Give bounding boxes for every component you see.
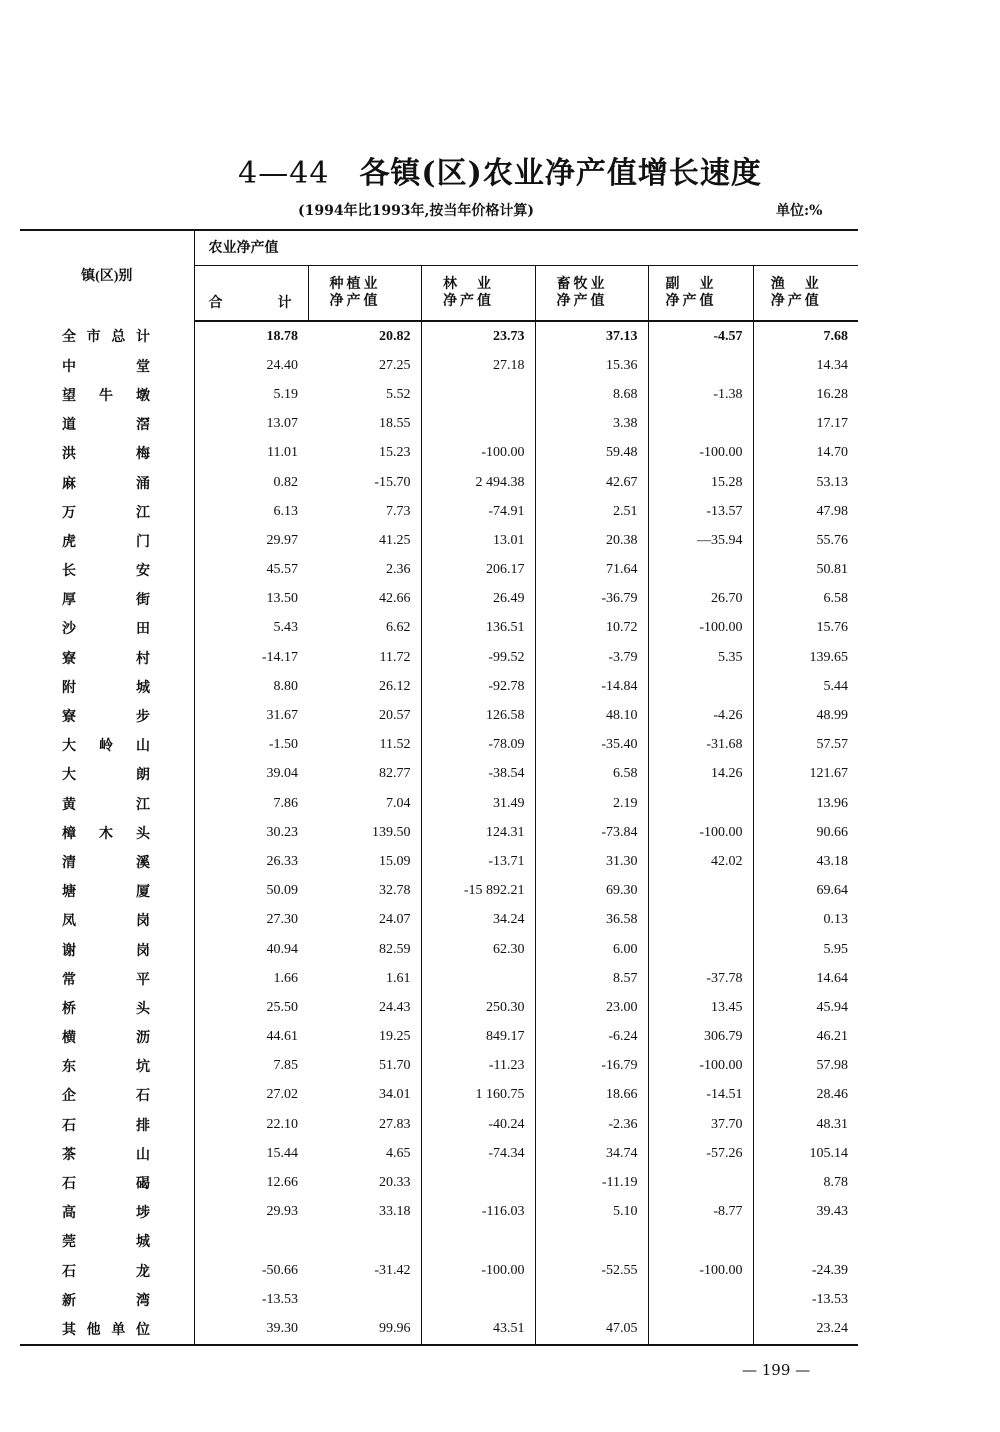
group-header: 农业净产值 — [194, 230, 858, 266]
value-cell: 59.48 — [535, 439, 648, 468]
value-cell: 11.52 — [379, 737, 411, 753]
table-row — [20, 321, 858, 351]
value-cell: 27.02 — [266, 1087, 298, 1103]
value-cell: 1.61 — [386, 970, 411, 986]
value-cell: 42.02 — [648, 847, 753, 876]
table-row — [20, 672, 858, 701]
value-cell: -13.71 — [421, 847, 535, 876]
value-cell: 62.30 — [421, 935, 535, 964]
table-row — [20, 468, 858, 497]
table-row — [20, 935, 858, 964]
value-cell: 15.36 — [535, 351, 648, 380]
value-cell: 47.98 — [753, 497, 858, 526]
region-name-cell: 厚街 — [20, 585, 194, 614]
region-name-cell: 凤岗 — [20, 906, 194, 935]
value-cell — [648, 1314, 753, 1344]
value-cell: 48.31 — [753, 1110, 858, 1139]
value-cell: 0.82 — [273, 474, 298, 490]
value-cell: -8.77 — [648, 1198, 753, 1227]
region-name-cell: 樟木头 — [20, 818, 194, 847]
table-title-text: 各镇(区)农业净产值增长速度 — [359, 156, 762, 191]
value-cell: 306.79 — [648, 1023, 753, 1052]
value-cell: 13.45 — [648, 993, 753, 1022]
region-name-cell: 全市总计 — [20, 321, 194, 351]
value-cell — [648, 351, 753, 380]
column-header: 副 业 净产值 — [648, 266, 753, 322]
region-name-cell: 附城 — [20, 672, 194, 701]
table-row — [20, 1139, 858, 1168]
region-name-cell: 道滘 — [20, 410, 194, 439]
value-cell — [421, 1285, 535, 1314]
value-cell: 8.57 — [535, 964, 648, 993]
value-cell: -92.78 — [421, 672, 535, 701]
value-cell: 15.28 — [648, 468, 753, 497]
table-row — [20, 380, 858, 409]
value-cell: 99.96 — [308, 1314, 421, 1344]
value-cell: 19.25 — [379, 1029, 411, 1045]
value-cell: 13.01 — [421, 526, 535, 555]
value-cell: 7.73 — [386, 503, 411, 519]
value-cell: -74.91 — [421, 497, 535, 526]
value-cell: -52.55 — [535, 1256, 648, 1285]
region-name-cell: 洪梅 — [20, 439, 194, 468]
value-cell: 24.43 — [379, 999, 411, 1015]
value-cell: -14.17 — [261, 649, 298, 665]
value-cell: 139.50 — [372, 824, 411, 840]
value-cell: 126.58 — [421, 701, 535, 730]
value-cell: -37.78 — [648, 964, 753, 993]
value-cell: 15.23 — [379, 445, 411, 461]
value-cell — [308, 1285, 421, 1314]
table-row — [20, 1023, 858, 1052]
column-header: 林 业 净产值 — [421, 266, 535, 322]
value-cell: 13.96 — [753, 789, 858, 818]
value-cell: 15.76 — [753, 614, 858, 643]
value-cell: 31.30 — [535, 847, 648, 876]
table-row — [20, 1198, 858, 1227]
region-name-cell: 茶山 — [20, 1139, 194, 1168]
value-cell — [194, 1227, 308, 1256]
value-cell: 27.18 — [421, 351, 535, 380]
value-cell: -13.53 — [753, 1285, 858, 1314]
value-cell: -100.00 — [648, 1052, 753, 1081]
value-cell: -14.51 — [648, 1081, 753, 1110]
value-cell: 29.97 — [266, 532, 298, 548]
value-cell: -50.66 — [261, 1262, 298, 1278]
value-cell: 51.70 — [379, 1058, 411, 1074]
region-name-cell: 桥头 — [20, 993, 194, 1022]
value-cell: 46.21 — [753, 1023, 858, 1052]
value-cell: -100.00 — [421, 1256, 535, 1285]
value-cell: 250.30 — [421, 993, 535, 1022]
value-cell: 18.66 — [535, 1081, 648, 1110]
value-cell: 33.18 — [379, 1204, 411, 1220]
value-cell: 53.13 — [753, 468, 858, 497]
region-name-cell: 石碣 — [20, 1168, 194, 1197]
value-cell: 7.86 — [273, 795, 298, 811]
value-cell — [421, 410, 535, 439]
value-cell: 48.99 — [753, 701, 858, 730]
value-cell: -15.70 — [374, 474, 411, 490]
value-cell: 5.95 — [753, 935, 858, 964]
value-cell: 8.68 — [535, 380, 648, 409]
table-row — [20, 964, 858, 993]
value-cell: 32.78 — [379, 883, 411, 899]
value-cell: 14.64 — [753, 964, 858, 993]
value-cell: -2.36 — [535, 1110, 648, 1139]
value-cell: 105.14 — [753, 1139, 858, 1168]
region-name-cell: 长安 — [20, 556, 194, 585]
table-row — [20, 789, 858, 818]
value-cell — [535, 1227, 648, 1256]
value-cell: 47.05 — [535, 1314, 648, 1344]
value-cell: -1.50 — [268, 737, 298, 753]
value-cell: -15 892.21 — [421, 877, 535, 906]
value-cell: 5.35 — [648, 643, 753, 672]
region-name-cell: 谢岗 — [20, 935, 194, 964]
table-row — [20, 351, 858, 380]
value-cell: -13.57 — [648, 497, 753, 526]
value-cell: 69.30 — [535, 877, 648, 906]
value-cell: 0.13 — [753, 906, 858, 935]
value-cell — [648, 1168, 753, 1197]
column-header: 种植业 净产值 — [308, 266, 421, 322]
value-cell: 11.72 — [379, 649, 411, 665]
region-name-cell: 大朗 — [20, 760, 194, 789]
value-cell: —35.94 — [648, 526, 753, 555]
value-cell — [648, 906, 753, 935]
value-cell: 5.19 — [273, 386, 298, 402]
value-cell: 8.78 — [753, 1168, 858, 1197]
value-cell: -100.00 — [421, 439, 535, 468]
value-cell: 34.24 — [421, 906, 535, 935]
value-cell: 3.38 — [535, 410, 648, 439]
value-cell: -4.26 — [648, 701, 753, 730]
value-cell: 26.12 — [379, 678, 411, 694]
page-number: — 199 — — [742, 1361, 811, 1379]
value-cell: 2.19 — [535, 789, 648, 818]
value-cell: -36.79 — [535, 585, 648, 614]
table-row — [20, 556, 858, 585]
value-cell: 26.33 — [266, 853, 298, 869]
value-cell: 15.44 — [266, 1145, 298, 1161]
region-name-cell: 石排 — [20, 1110, 194, 1139]
value-cell: 13.50 — [266, 591, 298, 607]
value-cell: 18.55 — [379, 416, 411, 432]
table-row — [20, 1081, 858, 1110]
region-name-cell: 大岭山 — [20, 731, 194, 760]
table-row — [20, 526, 858, 555]
value-cell: 26.70 — [648, 585, 753, 614]
value-cell: -57.26 — [648, 1139, 753, 1168]
table-row — [20, 818, 858, 847]
value-cell: 5.44 — [753, 672, 858, 701]
table-row — [20, 993, 858, 1022]
value-cell: 2.36 — [386, 562, 411, 578]
table-row — [20, 1256, 858, 1285]
value-cell: 1.66 — [273, 970, 298, 986]
table-row — [20, 906, 858, 935]
value-cell: -73.84 — [535, 818, 648, 847]
value-cell: 2 494.38 — [421, 468, 535, 497]
value-cell: -100.00 — [648, 614, 753, 643]
value-cell: -14.84 — [535, 672, 648, 701]
table-row — [20, 760, 858, 789]
table-body — [20, 321, 858, 1345]
table-row — [20, 497, 858, 526]
value-cell: 28.46 — [753, 1081, 858, 1110]
value-cell: 34.74 — [535, 1139, 648, 1168]
value-cell: 10.72 — [535, 614, 648, 643]
value-cell: -31.68 — [648, 731, 753, 760]
value-cell — [753, 1227, 858, 1256]
region-name-cell: 塘厦 — [20, 877, 194, 906]
value-cell: 44.61 — [266, 1029, 298, 1045]
value-cell: -100.00 — [648, 818, 753, 847]
region-name-cell: 东坑 — [20, 1052, 194, 1081]
table-row — [20, 877, 858, 906]
value-cell — [648, 935, 753, 964]
value-cell: 6.58 — [535, 760, 648, 789]
value-cell: -4.57 — [648, 321, 753, 351]
value-cell: 4.65 — [386, 1145, 411, 1161]
value-cell: -11.23 — [421, 1052, 535, 1081]
value-cell: 14.26 — [648, 760, 753, 789]
value-cell: 27.25 — [379, 357, 411, 373]
value-cell: 20.33 — [379, 1175, 411, 1191]
value-cell: 206.17 — [421, 556, 535, 585]
value-cell: -99.52 — [421, 643, 535, 672]
value-cell: 55.76 — [753, 526, 858, 555]
value-cell: 71.64 — [535, 556, 648, 585]
value-cell: 50.81 — [753, 556, 858, 585]
value-cell: -78.09 — [421, 731, 535, 760]
value-cell: 849.17 — [421, 1023, 535, 1052]
value-cell: 6.13 — [273, 503, 298, 519]
value-cell: 42.67 — [535, 468, 648, 497]
region-name-cell: 高埗 — [20, 1198, 194, 1227]
table-row — [20, 1227, 858, 1256]
region-name-cell: 黄江 — [20, 789, 194, 818]
value-cell: 5.43 — [273, 620, 298, 636]
value-cell: 39.04 — [266, 766, 298, 782]
column-header: 畜牧业 净产值 — [535, 266, 648, 322]
value-cell: 14.34 — [753, 351, 858, 380]
value-cell — [535, 1285, 648, 1314]
table-row — [20, 847, 858, 876]
value-cell — [648, 789, 753, 818]
value-cell: 13.07 — [266, 416, 298, 432]
region-name-cell: 横沥 — [20, 1023, 194, 1052]
value-cell: 90.66 — [753, 818, 858, 847]
value-cell: 139.65 — [753, 643, 858, 672]
value-cell: 6.00 — [535, 935, 648, 964]
table-row — [20, 1168, 858, 1197]
value-cell: 8.80 — [273, 678, 298, 694]
table-row — [20, 1314, 858, 1344]
region-name-cell: 虎门 — [20, 526, 194, 555]
value-cell — [421, 380, 535, 409]
value-cell: 29.93 — [266, 1204, 298, 1220]
value-cell: 34.01 — [379, 1087, 411, 1103]
table-row — [20, 614, 858, 643]
value-cell: 50.09 — [266, 883, 298, 899]
table-row — [20, 585, 858, 614]
column-header: 渔 业 净产值 — [753, 266, 858, 322]
value-cell — [648, 672, 753, 701]
value-cell: 36.58 — [535, 906, 648, 935]
value-cell: 37.70 — [648, 1110, 753, 1139]
value-cell: 124.31 — [421, 818, 535, 847]
region-name-cell: 清溪 — [20, 847, 194, 876]
value-cell: 27.30 — [266, 912, 298, 928]
value-cell: 45.57 — [266, 562, 298, 578]
table-row — [20, 1052, 858, 1081]
value-cell — [648, 1285, 753, 1314]
table-row — [20, 701, 858, 730]
value-cell: 15.09 — [379, 853, 411, 869]
unit-label: 单位:% — [776, 203, 823, 219]
value-cell: 39.30 — [194, 1314, 308, 1344]
region-name-cell: 常平 — [20, 964, 194, 993]
value-cell: 23.00 — [535, 993, 648, 1022]
region-name-cell: 其他单位 — [20, 1314, 194, 1344]
value-cell: 24.07 — [379, 912, 411, 928]
value-cell: 11.01 — [267, 445, 298, 461]
value-cell — [308, 1227, 421, 1256]
value-cell: 82.77 — [379, 766, 411, 782]
value-cell: -100.00 — [648, 1256, 753, 1285]
value-cell: 37.13 — [535, 321, 648, 351]
value-cell: 12.66 — [266, 1175, 298, 1191]
value-cell: -74.34 — [421, 1139, 535, 1168]
value-cell: 7.68 — [753, 321, 858, 351]
value-cell: -40.24 — [421, 1110, 535, 1139]
value-cell: -38.54 — [421, 760, 535, 789]
value-cell: 23.24 — [753, 1314, 858, 1344]
value-cell — [421, 1227, 535, 1256]
value-cell: 25.50 — [266, 999, 298, 1015]
value-cell: 16.28 — [753, 380, 858, 409]
value-cell — [648, 1227, 753, 1256]
value-cell: -6.24 — [535, 1023, 648, 1052]
table-row — [20, 1110, 858, 1139]
value-cell: 2.51 — [535, 497, 648, 526]
value-cell: 18.78 — [266, 328, 298, 344]
region-name-cell: 新湾 — [20, 1285, 194, 1314]
value-cell: -35.40 — [535, 731, 648, 760]
region-name-cell: 企石 — [20, 1081, 194, 1110]
value-cell: 27.83 — [379, 1116, 411, 1132]
value-cell: 20.38 — [535, 526, 648, 555]
value-cell: 40.94 — [266, 941, 298, 957]
region-name-cell: 中堂 — [20, 351, 194, 380]
value-cell: 7.04 — [386, 795, 411, 811]
value-cell: -11.19 — [535, 1168, 648, 1197]
value-cell: 43.51 — [421, 1314, 535, 1344]
table-subtitle: (1994年比1993年,按当年价格计算) — [298, 203, 535, 219]
region-name-cell: 沙田 — [20, 614, 194, 643]
region-name-cell: 万江 — [20, 497, 194, 526]
value-cell: 41.25 — [379, 532, 411, 548]
table-row — [20, 1285, 858, 1314]
value-cell: -3.79 — [535, 643, 648, 672]
value-cell: 45.94 — [753, 993, 858, 1022]
value-cell: -1.38 — [648, 380, 753, 409]
value-cell: 69.64 — [753, 877, 858, 906]
value-cell: 26.49 — [421, 585, 535, 614]
region-name-cell: 寮村 — [20, 643, 194, 672]
table-row — [20, 439, 858, 468]
table-row — [20, 410, 858, 439]
value-cell: 14.70 — [753, 439, 858, 468]
value-cell: 31.67 — [266, 708, 298, 724]
value-cell: -24.39 — [753, 1256, 858, 1285]
value-cell: 42.66 — [379, 591, 411, 607]
value-cell: 5.10 — [535, 1198, 648, 1227]
value-cell — [648, 877, 753, 906]
value-cell: -31.42 — [374, 1262, 411, 1278]
value-cell: 31.49 — [421, 789, 535, 818]
table-number: 4—44 — [238, 156, 330, 191]
region-name-cell: 望牛墩 — [20, 380, 194, 409]
value-cell: -100.00 — [648, 439, 753, 468]
value-cell: -13.53 — [261, 1291, 298, 1307]
value-cell: 24.40 — [266, 357, 298, 373]
column-header-total: 合 计 — [194, 266, 308, 322]
value-cell — [648, 556, 753, 585]
table-title — [0, 148, 1000, 192]
value-cell — [421, 1168, 535, 1197]
value-cell: 136.51 — [421, 614, 535, 643]
table-row — [20, 731, 858, 760]
value-cell: 20.82 — [379, 328, 411, 344]
value-cell — [421, 964, 535, 993]
value-cell: 121.67 — [753, 760, 858, 789]
value-cell: 6.62 — [386, 620, 411, 636]
value-cell: 30.23 — [266, 824, 298, 840]
value-cell: 6.58 — [753, 585, 858, 614]
value-cell: 48.10 — [535, 701, 648, 730]
value-cell — [648, 410, 753, 439]
value-cell: 82.59 — [379, 941, 411, 957]
value-cell: 1 160.75 — [421, 1081, 535, 1110]
region-name-cell: 麻涌 — [20, 468, 194, 497]
value-cell: 17.17 — [753, 410, 858, 439]
value-cell: 57.57 — [753, 731, 858, 760]
region-name-cell: 莞城 — [20, 1227, 194, 1256]
value-cell: -16.79 — [535, 1052, 648, 1081]
table-row — [20, 643, 858, 672]
value-cell: -116.03 — [421, 1198, 535, 1227]
growth-rate-table — [20, 229, 858, 1346]
value-cell: 5.52 — [386, 386, 411, 402]
row-label-header: 镇(区)别 — [20, 230, 194, 321]
region-name-cell: 石龙 — [20, 1256, 194, 1285]
value-cell: 23.73 — [421, 321, 535, 351]
value-cell: 22.10 — [266, 1116, 298, 1132]
value-cell: 39.43 — [753, 1198, 858, 1227]
value-cell: 57.98 — [753, 1052, 858, 1081]
value-cell: 7.85 — [273, 1058, 298, 1074]
value-cell: 43.18 — [753, 847, 858, 876]
value-cell: 20.57 — [379, 708, 411, 724]
region-name-cell: 寮步 — [20, 701, 194, 730]
